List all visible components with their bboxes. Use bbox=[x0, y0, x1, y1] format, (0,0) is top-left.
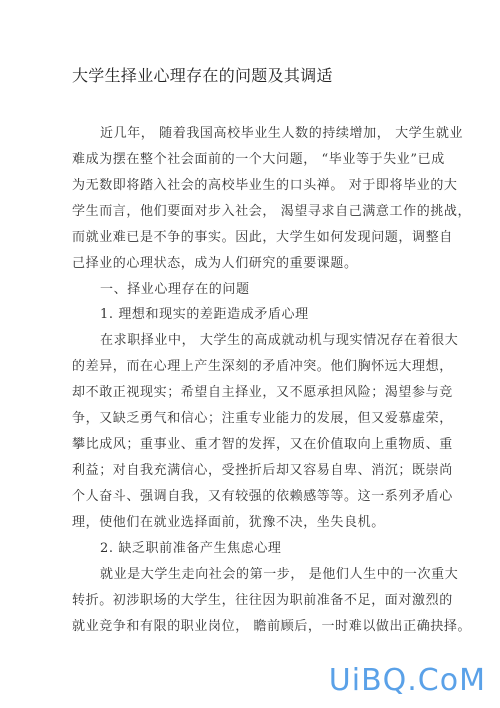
paragraph-line: 争，又缺乏勇气和信心；注重专业能力的发展，但又爱慕虚荣， bbox=[72, 411, 453, 426]
paragraph-line: 攀比成风；重事业、重才智的发挥，又在价值取向上重物质、重 bbox=[72, 437, 453, 452]
paragraph-line: 理，使他们在就业选择面前，犹豫不决，坐失良机。 bbox=[72, 515, 385, 530]
paragraph-line: 学生而言，他们要面对步入社会， 渴望寻求自己满意工作的挑战， bbox=[72, 204, 472, 219]
paragraph-line: 难成为摆在整个社会面前的一个大问题， “毕业等于失业”已成 bbox=[72, 152, 445, 167]
paragraph-line: 在求职择业中， 大学生的高成就动机与现实情况存在着很大 bbox=[100, 333, 459, 348]
paragraph-line: 而就业难已是不争的事实。因此，大学生如何发现问题，调整自 bbox=[72, 230, 453, 245]
paragraph-line: 就业是大学生走向社会的第一步， 是他们人生中的一次重大 bbox=[100, 567, 459, 582]
paragraph-line: 就业竞争和有限的职业岗位， 瞻前顾后，一时难以做出正确抉择。 bbox=[72, 619, 472, 634]
paragraph-line: 利益；对自我充满信心，受挫折后却又容易自卑、消沉；既崇尚 bbox=[72, 463, 453, 478]
paragraph-line: 却不敢正视现实；希望自主择业，又不愿承担风险；渴望参与竞 bbox=[72, 385, 453, 400]
document-title: 大学生择业心理存在的问题及其调适 bbox=[72, 66, 333, 85]
paragraph-line: 近几年， 随着我国高校毕业生人数的持续增加， 大学生就业 bbox=[100, 126, 464, 141]
section-heading: 一、择业心理存在的问题 bbox=[100, 282, 250, 297]
watermark-logo: UiBQ.CoM bbox=[328, 663, 486, 698]
paragraph-line: 己择业的心理状态，成为人们研究的重要课题。 bbox=[72, 256, 358, 271]
subsection-heading: 2. 缺乏职前准备产生焦虑心理 bbox=[100, 541, 282, 556]
paragraph-line: 为无数即将踏入社会的高校毕业生的口头禅。 对于即将毕业的大 bbox=[72, 178, 458, 193]
subsection-heading: 1. 理想和现实的差距造成矛盾心理 bbox=[100, 307, 309, 322]
paragraph-line: 个人奋斗、强调自我，又有较强的依赖感等等。这一系列矛盾心 bbox=[72, 489, 453, 504]
paragraph-line: 的差异，而在心理上产生深刻的矛盾冲突。他们胸怀远大理想， bbox=[72, 359, 453, 374]
paragraph-line: 转折。初涉职场的大学生，往往因为职前准备不足，面对激烈的 bbox=[72, 593, 453, 608]
